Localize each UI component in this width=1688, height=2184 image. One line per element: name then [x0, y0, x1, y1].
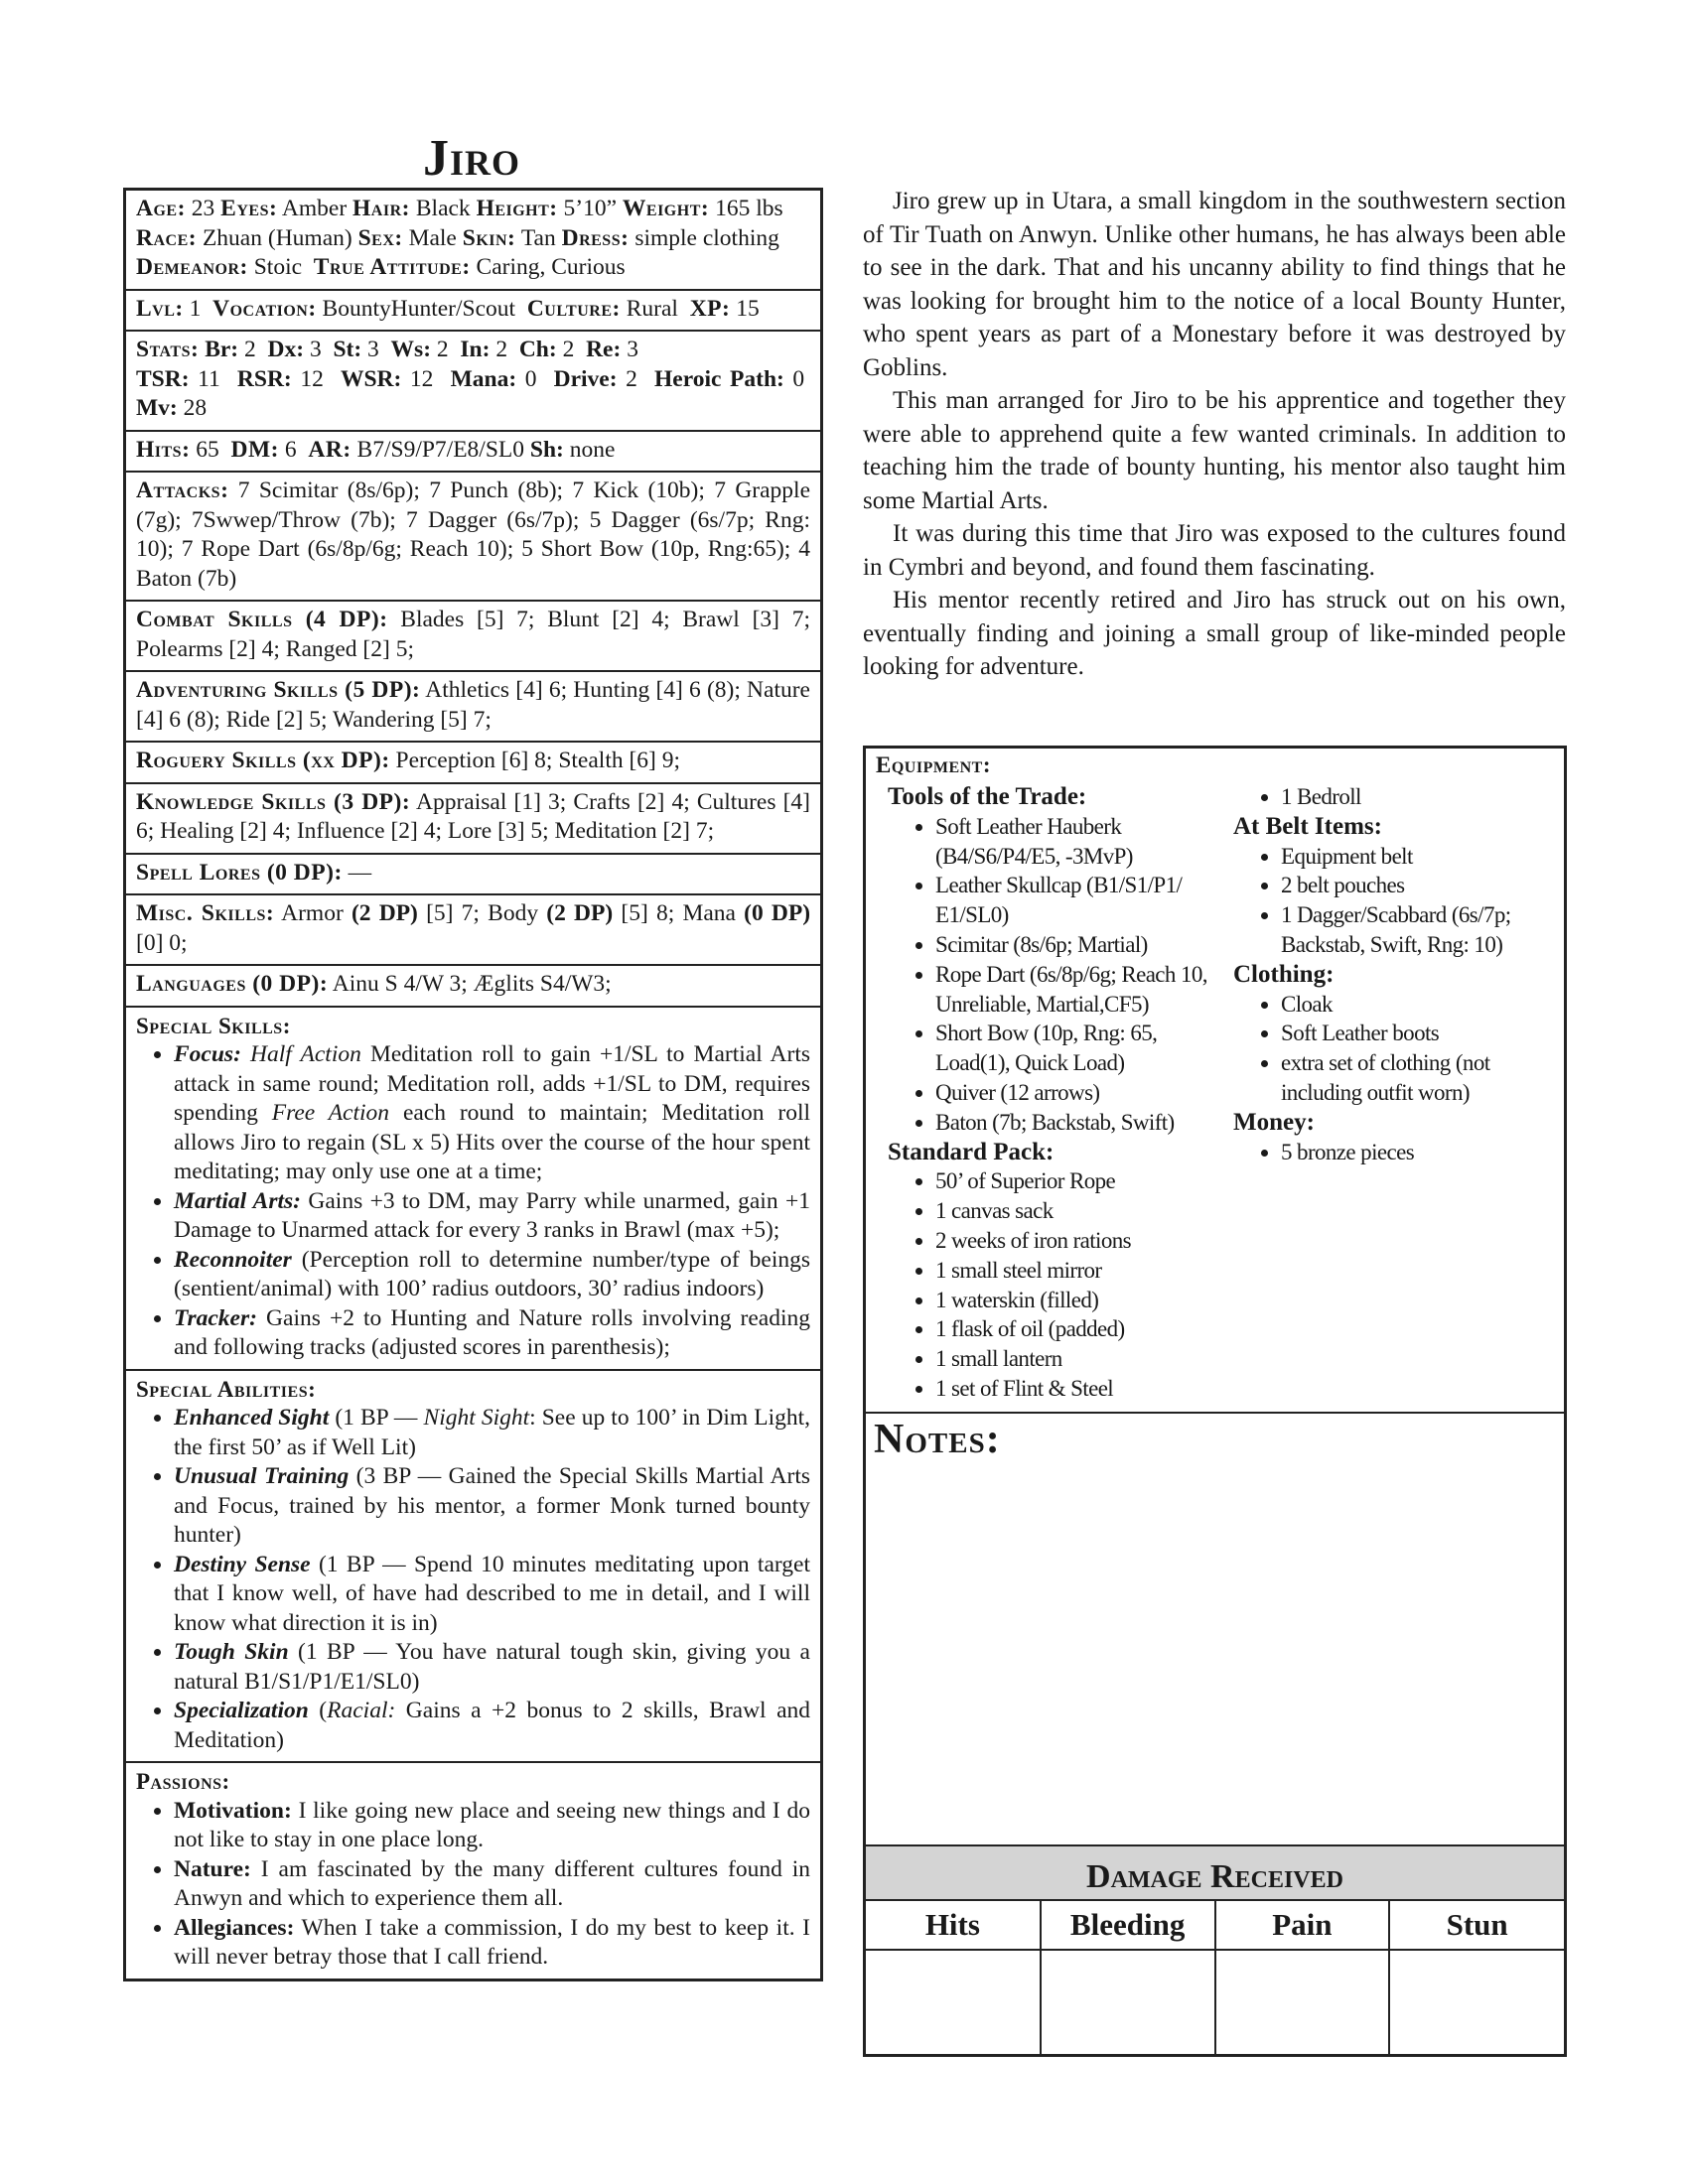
vocation-value: BountyHunter/Scout [322, 295, 516, 322]
weight-label: Weight: [622, 196, 710, 221]
list-item [174, 1246, 810, 1304]
pack-label: Standard Pack: [888, 1138, 1055, 1165]
misc-body: Body [488, 900, 539, 926]
adventuring-skills-text: Athletics [4] 6; Hunting [4] 6 (8); Nature [4] 6 (8); Ride [2] 5; Wandering [5] 7; [136, 677, 810, 733]
notes-section[interactable] [866, 1412, 1564, 1846]
ar-label: AR: [308, 436, 352, 463]
equipment-column-right [1233, 782, 1553, 1166]
focus-action: Half Action [250, 1041, 361, 1067]
list-item: • 1 flask of oil (padded) [935, 1314, 1225, 1344]
list-item: • Cloak [1281, 990, 1553, 1020]
passions-label: Passions: [136, 1769, 230, 1794]
specialization-pre: ( [319, 1698, 328, 1723]
combat-skills-section [126, 600, 820, 670]
mv-value: 28 [183, 395, 208, 421]
culture-label: Culture: [526, 295, 621, 322]
mv-label: Mv: [136, 395, 178, 421]
list-item [174, 1914, 810, 1973]
ch-value: 2 [562, 337, 575, 362]
list-item [174, 1304, 810, 1363]
list-item: • Short Bow (10p, Rng: 65, Load(1), Quick Load) [935, 1019, 1225, 1078]
dx-label: Dx: [267, 337, 305, 362]
focus-text-2: each round to maintain; Meditation roll allows Jiro to regain (SL x 5) Hits over the course of the hour spent meditating; may only use one at a time; [174, 1100, 810, 1184]
special-skills-label: Special Skills: [136, 1013, 291, 1038]
st-value: 3 [367, 337, 379, 362]
lvl-label: Lvl: [136, 295, 184, 322]
specialization-racial: Racial: [327, 1698, 396, 1723]
dm-value: 6 [284, 436, 297, 463]
bio-paragraph: It was during this time that Jiro was exposed to the cultures found in Cymbri and beyond, and found them fascinating. [863, 520, 1566, 581]
stat-block [123, 188, 823, 1981]
lvl-value: 1 [189, 295, 202, 322]
allegiances-name: Allegiances: [174, 1914, 295, 1941]
skin-label: Skin: [462, 224, 516, 251]
enhanced-sight-sub: Night Sight [423, 1405, 530, 1431]
stats-section [126, 330, 820, 430]
bio-paragraph: This man arranged for Jiro to be his apprentice and together they were able to apprehend quite a few wanted criminals. In addition to teaching him the trade of bounty hunting, his mentor also taught him some Martial Arts. [863, 387, 1566, 514]
list-item [174, 1855, 810, 1914]
equipment-section [866, 749, 1564, 1412]
pack-extra-list [1233, 782, 1553, 812]
list-item: • 50’ of Superior Rope [935, 1166, 1225, 1196]
height-label: Height: [476, 196, 558, 221]
list-item: • 1 small lantern [935, 1344, 1225, 1374]
languages-section [126, 964, 820, 1006]
list-item: • 1 canvas sack [935, 1196, 1225, 1226]
damage-header-stun: Stun [1389, 1901, 1564, 1950]
list-item: • 1 small steel mirror [935, 1256, 1225, 1286]
in-label: In: [460, 337, 491, 362]
damage-cell-bleeding[interactable] [1041, 1950, 1215, 2054]
stats-label: Stats: [136, 337, 200, 362]
tough-skin-text: (1 BP — You have natural tough skin, giving you a natural B1/S1/P1/E1/SL0) [174, 1639, 810, 1695]
damage-header-pain: Pain [1215, 1901, 1390, 1950]
mana-label: Mana: [450, 365, 517, 392]
hits-value: 65 [196, 436, 219, 463]
tracker-name: Tracker: [174, 1304, 257, 1331]
xp-label: XP: [689, 295, 731, 322]
list-item: • Leather Skullcap (B1/S1/P1/ E1/SL0) [935, 871, 1225, 930]
xp-value: 15 [736, 295, 760, 322]
drive-label: Drive: [553, 365, 618, 392]
bio-paragraph: His mentor recently retired and Jiro has struck out on his own, eventually finding and joining a small group of like-minded people looking for adventure. [863, 587, 1566, 680]
attacks-section [126, 471, 820, 600]
biography [863, 185, 1566, 684]
list-item: • Soft Leather Hauberk (B4/S6/P4/E5, -3MvP) [935, 812, 1225, 872]
tracker-text: Gains +2 to Hunting and Nature rolls involving reading and following tracks (adjusted scores in parenthesis); [174, 1304, 810, 1360]
list-item: • Rope Dart (6s/8p/6g; Reach 10, Unreliable, Martial,CF5) [935, 960, 1225, 1020]
damage-cell-pain[interactable] [1215, 1950, 1390, 2054]
hits-label: Hits: [136, 436, 191, 463]
demeanor-label: Demeanor: [136, 254, 248, 280]
adventuring-skills-section [126, 670, 820, 741]
roguery-skills-label: Roguery Skills (xx DP): [136, 748, 390, 773]
reconnoiter-name: Reconnoiter [174, 1246, 292, 1273]
eyes-label: Eyes: [220, 196, 278, 221]
misc-mana: Mana [682, 900, 736, 926]
reconnoiter-text: (Perception roll to determine number/type of beings (sentient/animal) with 100’ radius outdoors, 30’ radius indoors) [174, 1246, 810, 1301]
list-item [174, 1797, 810, 1855]
clothing-label: Clothing: [1233, 960, 1335, 988]
unusual-training-name: Unusual Training [174, 1463, 350, 1489]
list-item: • 5 bronze pieces [1281, 1138, 1553, 1167]
nature-name: Nature: [174, 1855, 251, 1882]
motivation-name: Motivation: [174, 1797, 292, 1824]
combat-skills-label: Combat Skills (4 DP): [136, 607, 388, 632]
tsr-value: 11 [198, 365, 220, 392]
tsr-label: TSR: [136, 365, 190, 392]
skin-value: Tan [520, 224, 556, 251]
knowledge-skills-text: Appraisal [1] 3; Crafts [2] 4; Cultures [4] 6; Healing [2] 4; Influence [2] 4; Lore [3] 5; Meditation [2] 7; [136, 788, 810, 844]
passions-list [136, 1797, 810, 1973]
specialization-name: Specialization [174, 1698, 309, 1723]
race-value: Zhuan (Human) [202, 224, 352, 251]
clothing-list [1233, 990, 1553, 1108]
pack-list [888, 1166, 1225, 1403]
damage-section [866, 1844, 1564, 2054]
focus-name: Focus: [174, 1041, 241, 1067]
destiny-sense-name: Destiny Sense [174, 1551, 311, 1577]
specialization-text: Gains a +2 bonus to 2 skills, Brawl and Meditation) [174, 1698, 811, 1753]
st-label: St: [333, 337, 362, 362]
spell-lores-text: — [348, 859, 372, 886]
culture-value: Rural [626, 295, 678, 322]
ws-value: 2 [436, 337, 449, 362]
misc-skills-section [126, 893, 820, 964]
damage-cell-hits[interactable] [866, 1950, 1041, 2054]
special-abilities-list [136, 1404, 810, 1755]
languages-label: Languages (0 DP): [136, 971, 329, 997]
misc-armor-dp: (2 DP) [351, 900, 418, 926]
belt-label: At Belt Items: [1233, 812, 1382, 840]
money-label: Money: [1233, 1108, 1315, 1136]
special-abilities-section [126, 1369, 820, 1762]
list-item: • Quiver (12 arrows) [935, 1078, 1225, 1108]
special-skills-list [136, 1040, 810, 1363]
wsr-value: 12 [409, 365, 434, 392]
sh-label: Sh: [529, 436, 564, 463]
misc-armor: Armor [281, 900, 344, 926]
hair-label: Hair: [352, 196, 410, 221]
info-section [126, 191, 820, 289]
hair-value: Black [415, 196, 471, 221]
misc-body-value: [5] 8; [621, 900, 675, 926]
martial-arts-name: Martial Arts: [174, 1187, 301, 1214]
damage-title: Damage Received [866, 1844, 1564, 1901]
belt-list [1233, 842, 1553, 960]
damage-header-hits: Hits [866, 1901, 1041, 1950]
knowledge-skills-label: Knowledge Skills (3 DP): [136, 788, 411, 815]
tools-list [888, 812, 1225, 1138]
list-item: • 2 belt pouches [1281, 871, 1553, 900]
list-item: • 1 Dagger/Scabbard (6s/7p; Backstab, Swift, Rng: 10) [1281, 900, 1553, 960]
list-item: • 1 Bedroll [1281, 782, 1553, 812]
true-attitude-value: Caring, Curious [476, 254, 626, 280]
list-item: • extra set of clothing (not including outfit worn) [1281, 1048, 1553, 1108]
sex-label: Sex: [357, 224, 403, 251]
damage-table [866, 1901, 1564, 2054]
damage-header-bleeding: Bleeding [1041, 1901, 1215, 1950]
roguery-skills-text: Perception [6] 8; Stealth [6] 9; [395, 748, 681, 773]
re-value: 3 [627, 337, 638, 362]
misc-mana-dp: (0 DP) [744, 900, 811, 926]
tools-label: Tools of the Trade: [888, 783, 1087, 810]
money-list [1233, 1138, 1553, 1167]
equipment-label: Equipment: [876, 752, 991, 777]
ar-value: B7/S9/P7/E8/SL0 [356, 436, 525, 463]
list-item [174, 1551, 810, 1639]
list-item [174, 1187, 810, 1246]
list-item: • 2 weeks of iron rations [935, 1226, 1225, 1256]
list-item: • Scimitar (8s/6p; Martial) [935, 930, 1225, 960]
focus-free-action: Free Action [271, 1100, 390, 1126]
wsr-label: WSR: [340, 365, 402, 392]
passions-section [126, 1761, 820, 1979]
tough-skin-name: Tough Skin [174, 1639, 289, 1665]
allegiances-text: When I take a commission, I do my best to keep it. I will never betray those that I call friend. [174, 1914, 811, 1970]
misc-skills-label: Misc. Skills: [136, 900, 275, 926]
list-item [174, 1638, 810, 1697]
re-label: Re: [586, 337, 622, 362]
knowledge-skills-section [126, 782, 820, 853]
in-value: 2 [495, 337, 508, 362]
notes-label: Notes: [874, 1417, 1001, 1462]
dress-label: Dress: [561, 224, 630, 251]
heroic-path-label: Heroic Path: [654, 365, 784, 392]
mana-value: 0 [524, 365, 537, 392]
list-item [174, 1462, 810, 1551]
combat-skills-text: Blades [5] 7; Blunt [2] 4; Brawl [3] 7; Polearms [2] 4; Ranged [2] 5; [136, 607, 811, 662]
character-name: Jiro [422, 130, 520, 187]
br-value: 2 [244, 337, 256, 362]
enhanced-sight-pre: (1 BP — [335, 1405, 418, 1431]
br-label: Br: [205, 337, 239, 362]
martial-arts-text: Gains +3 to DM, may Parry while unarmed, gain +1 Damage to Unarmed attack for every 3 ranks in Brawl (max +5); [174, 1187, 810, 1243]
dm-label: DM: [230, 436, 280, 463]
ws-label: Ws: [390, 337, 432, 362]
true-attitude-label: True Attitude: [313, 254, 471, 280]
list-item: • 1 waterskin (filled) [935, 1286, 1225, 1315]
age-value: 23 [191, 196, 215, 221]
destiny-sense-text: (1 BP — Spend 10 minutes meditating upon target that I know well, of have had described to me in detail, and I will know what direction it is in) [174, 1551, 811, 1636]
special-abilities-label: Special Abilities: [136, 1376, 317, 1402]
languages-text: Ainu S 4/W 3; Æglits S4/W3; [332, 971, 612, 997]
dress-value: simple clothing [634, 224, 779, 251]
misc-armor-value: [5] 7; [426, 900, 480, 926]
list-item: • Baton (7b; Backstab, Swift) [935, 1108, 1225, 1138]
ch-label: Ch: [518, 337, 557, 362]
heroic-path-value: 0 [792, 365, 805, 392]
race-label: Race: [136, 224, 198, 251]
rsr-label: RSR: [236, 365, 292, 392]
enhanced-sight-name: Enhanced Sight [174, 1405, 330, 1431]
weight-value: 165 lbs [715, 196, 783, 221]
drive-value: 2 [626, 365, 637, 392]
adventuring-skills-label: Adventuring Skills (5 DP): [136, 677, 421, 703]
attacks-text: 7 Scimitar (8s/6p); 7 Punch (8b); 7 Kick (10b); 7 Grapple (7g); 7Swwep/Throw (7b); 7 Dagger (6s/7p); 5 Dagger (6s/7p; Rng: 10); 7 Rope Dart (6s/8p/6g; Reach 10); 5 Short Bow (10p, Rng:65); 4 Baton (7b) [136, 478, 811, 592]
dx-value: 3 [309, 337, 322, 362]
enhanced-sight-text: : See up to 100’ in Dim Light, the first 50’ as if Well Lit) [174, 1405, 811, 1460]
unusual-training-text: (3 BP — Gained the Special Skills Martial Arts and Focus, trained by his mentor, a former Monk turned bounty hunter) [174, 1463, 810, 1548]
equipment-notes-box [863, 746, 1567, 2057]
height-value: 5’10” [563, 196, 618, 221]
roguery-skills-section [126, 741, 820, 782]
attacks-label: Attacks: [136, 478, 229, 503]
misc-mana-value: [0] 0; [136, 929, 188, 956]
motivation-text: I like going new place and seeing new things and I do not like to stay in one place long. [174, 1797, 810, 1852]
hits-section [126, 430, 820, 472]
focus-text-1: Meditation roll to gain +1/SL to Martial Arts attack in same round; Meditation roll, adds +1/SL to DM, requires spending [174, 1041, 811, 1126]
equipment-column-left [888, 782, 1225, 1404]
nature-text: I am fascinated by the many different cultures found in Anwyn and which to experience them all. [174, 1855, 811, 1911]
spell-lores-label: Spell Lores (0 DP): [136, 859, 343, 886]
list-item [174, 1697, 810, 1755]
spell-lores-section [126, 853, 820, 894]
eyes-value: Amber [281, 196, 348, 221]
bio-paragraph: Jiro grew up in Utara, a small kingdom in the southwestern section of Tir Tuath on Anwyn. Unlike other humans, he has always been able to see in the dark. That and his uncanny ability to find things that he was looking for brought him to the notice of a local Bounty Hunter, who spent years as part of a Monestary before it was destroyed by Goblins. [863, 188, 1566, 381]
list-item: • Soft Leather boots [1281, 1019, 1553, 1048]
special-skills-section [126, 1006, 820, 1369]
age-label: Age: [136, 196, 186, 221]
sh-value: none [569, 436, 616, 463]
misc-body-dp: (2 DP) [546, 900, 614, 926]
list-item: • Equipment belt [1281, 842, 1553, 872]
list-item [174, 1040, 810, 1187]
vocation-label: Vocation: [212, 295, 317, 322]
rsr-value: 12 [300, 365, 324, 392]
list-item: • 1 set of Flint & Steel [935, 1374, 1225, 1404]
demeanor-value: Stoic [253, 254, 303, 280]
level-section [126, 289, 820, 331]
sex-value: Male [408, 224, 457, 251]
list-item [174, 1404, 810, 1462]
damage-cell-stun[interactable] [1389, 1950, 1564, 2054]
